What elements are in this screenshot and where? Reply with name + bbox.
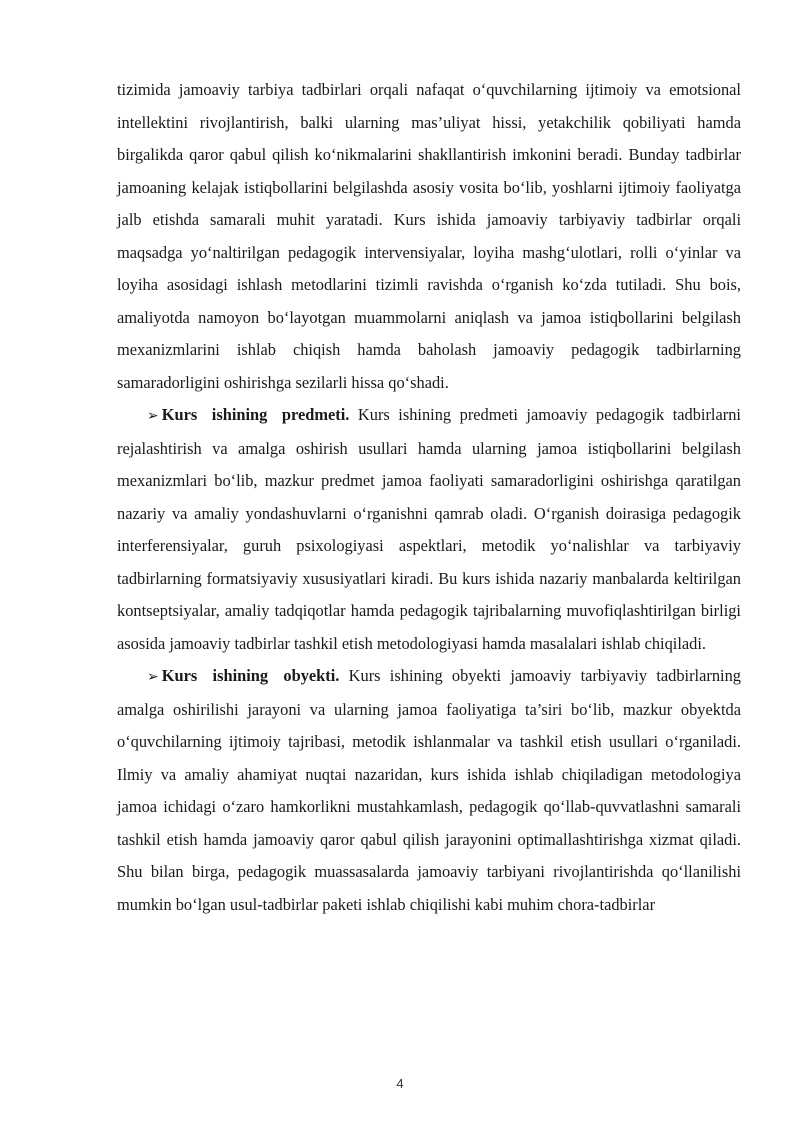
document-page (117, 74, 741, 921)
section-predmet (117, 399, 741, 660)
section-heading-obyekt: Kurs ishining obyekti. (161, 666, 340, 685)
body-paragraph: tizimida jamoaviy tarbiya tadbirlari orqali nafaqat o‘quvchilarning ijtimoiy va emotsional intellektini rivojlantirish, balki ularning mas’uliyat hissi, yetakchilik qobiliyati hamda birgalikda qaror qabul qilish ko‘nikmalarini shakllantirish imkonini beradi. Bunday tadbirlar jamoaning kelajak istiqbollarini belgilashda asosiy vosita bo‘lib, yoshlarni ijtimoiy faoliyatga jalb etishda samarali muhit yaratadi. Kurs ishida jamoaviy tarbiyaviy tadbirlar orqali maqsadga yo‘naltirilgan pedagogik intervensiyalar, loyiha mashg‘ulotlari, rolli o‘yinlar va loyiha asosidagi ishlash metodlarini tizimli ravishda o‘rganish ko‘zda tutiladi. Shu bois, amaliyotda namoyon bo‘layotgan muammolarni aniqlash va jamoa istiqbollarini belgilash mexanizmlarini ishlab chiqish hamda baholash jamoaviy pedagogik tadbirlarning samaradorligini oshirishga sezilarli hissa qo‘shadi. (117, 80, 741, 392)
page-number: 4 (396, 1076, 404, 1091)
section-body-predmet: Kurs ishining predmeti jamoaviy pedagogik tadbirlarni rejalashtirish va amalga oshirish usullari hamda ularning jamoa istiqbollarini belgilash mexanizmlari bo‘lib, mazkur predmet jamoa faoliyati samaradorligini oshirishga qaratilgan nazariy va amaliy yondashuvlarni o‘rganishni qamrab oladi. O‘rganish doirasiga pedagogik interferensiyalar, guruh psixologiyasi aspektlari, metodik yo‘nalishlar va tarbiyaviy tadbirlarning formatsiyaviy xususiyatlari kiradi. Bu kurs ishida nazariy manbalarda keltirilgan kontseptsiyalar, amaliy tadqiqotlar hamda pedagogik tajribalarning muvofiqlashtirilgan birligi asosida jamoaviy tadbirlar tashkil etish metodologiyasi hamda masalalari ishlab chiqiladi. (117, 405, 741, 653)
section-heading-predmet: Kurs ishining predmeti. (161, 405, 350, 424)
section-obyekt (117, 660, 741, 921)
section-body-obyekt: Kurs ishining obyekti jamoaviy tarbiyaviy tadbirlarning amalga oshirilishi jarayoni va ularning jamoa faoliyatiga ta’siri bo‘lib, mazkur obyektda o‘quvchilarning ijtimoiy tajribasi, metodik ishlanmalar va tashkil etish usullari o‘rganiladi. Ilmiy va amaliy ahamiyat nuqtai nazaridan, kurs ishida ishlab chiqiladigan metodologiya jamoa ichidagi o‘zaro hamkorlikni mustahkamlash, pedagogik qo‘llab-quvvatlashni samarali tashkil etish hamda jamoaviy qaror qabul qilish jarayonini optimallashtirishga xizmat qiladi. Shu bilan birga, pedagogik muassasalarda jamoaviy tarbiyani rivojlantirishda qo‘llanilishi mumkin bo‘lgan usul-tadbirlar paketi ishlab chiqilishi kabi muhim chora-tadbirlar (117, 666, 741, 914)
arrow-bullet-icon: ➢ (147, 669, 159, 685)
arrow-bullet-icon: ➢ (147, 408, 159, 424)
